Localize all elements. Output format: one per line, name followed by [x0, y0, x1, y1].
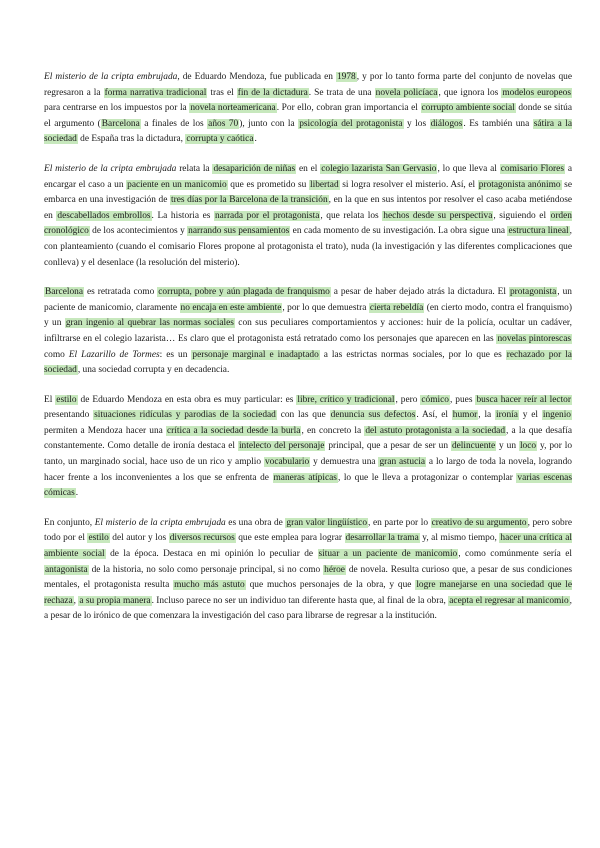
text-run: a finales de los: [140, 118, 208, 129]
text-run: . La historia es: [151, 210, 214, 221]
highlighted-phrase: denuncia sus defectos: [330, 410, 416, 421]
text-run: , pero: [395, 394, 421, 405]
highlighted-phrase: logre manejarse en una sociedad que le rechaza: [44, 580, 573, 606]
highlighted-phrase: rechazado por la sociedad: [44, 349, 572, 376]
highlighted-phrase: estilo: [56, 394, 77, 405]
text-run: En conjunto,: [44, 517, 95, 528]
text-run: .: [254, 134, 257, 145]
highlighted-phrase: descabellados embrollos: [57, 210, 151, 221]
highlighted-phrase: varias escenas cómicas: [44, 472, 572, 499]
paragraph-conclusion: [44, 516, 572, 625]
highlighted-phrase: orden cronológico: [44, 210, 572, 237]
text-run: , y por lo tanto forma parte del conjunto de novelas que regresaron a la: [44, 72, 572, 98]
highlighted-phrase: intelecto del personaje: [238, 441, 325, 452]
highlighted-phrase: antagonista: [45, 564, 88, 575]
highlighted-phrase: héroe: [324, 564, 345, 575]
highlighted-phrase: ingenio: [542, 410, 571, 421]
paragraph-introduction: [44, 70, 572, 148]
highlighted-phrase: creativo de su argumento: [431, 517, 527, 528]
text-run: relata la: [176, 163, 213, 174]
highlighted-phrase: comisario Flores: [500, 163, 564, 174]
highlighted-phrase: vocabulario: [264, 457, 310, 468]
highlighted-phrase: protagonista anónimo: [478, 179, 561, 190]
text-run: para centrarse en los impuestos por la: [44, 103, 190, 114]
text-run: El: [44, 394, 56, 405]
text-run: con las que: [276, 410, 330, 421]
text-run: y, al mismo tiempo,: [419, 533, 500, 544]
highlighted-phrase: corrupta, pobre y aún plagada de franquismo: [158, 287, 330, 298]
highlighted-phrase: situaciones ridículas y parodias de la sociedad: [94, 410, 276, 421]
highlighted-phrase: humor: [452, 410, 478, 421]
highlighted-phrase: personaje marginal e inadaptado: [192, 349, 319, 360]
text-run: (en cierto modo, contra el franquismo) y un: [44, 302, 572, 329]
italic-title: El Lazarillo de Tormes: [68, 349, 160, 360]
highlighted-phrase: protagonista: [509, 287, 557, 298]
text-run: y, por lo tanto, un marginado social, hace uso de un rico y amplio: [44, 441, 573, 468]
highlighted-phrase: paciente en un manicomio: [127, 179, 227, 190]
highlighted-phrase: narrando sus pensamientos: [188, 226, 290, 237]
text-run: de Eduardo Mendoza en esta obra es muy particular: es: [77, 394, 297, 405]
text-run: .: [75, 488, 79, 499]
text-run: con sus peculiares comportamientos y acciones: huir de la policía, ocultar un cadáver, infiltrarse en el colegio lazarista… Es claro que el protagonista está retratado como los personajes que aparecen en las: [44, 318, 572, 344]
text-run: de los acontecimientos y: [89, 226, 188, 237]
highlighted-phrase: modelos europeos: [502, 87, 571, 98]
text-run: , en la que en sus intentos por resolver el caso acaba metiéndose en: [44, 195, 573, 221]
highlighted-phrase: desaparición de niñas: [213, 163, 296, 174]
highlighted-phrase: Barcelona: [45, 287, 83, 298]
text-run: de novela. Resulta curioso que, a pesar de sus condiciones mentales, el protagonista resulta: [44, 564, 573, 591]
highlighted-phrase: hechos desde su perspectiva: [383, 210, 493, 221]
text-run: , a pesar de lo irónico de que comenzara la investigación del caso para librarse de regresar a la institución.: [44, 595, 572, 622]
highlighted-phrase: diversos recursos: [169, 533, 235, 544]
highlighted-phrase: narrada por el protagonista: [214, 210, 320, 221]
highlighted-phrase: gran valor lingüístico: [286, 517, 368, 528]
text-run: ), junto con la: [239, 118, 299, 129]
highlighted-phrase: estilo: [88, 533, 109, 544]
highlighted-phrase: acepta el regresar al manicomio: [449, 595, 569, 606]
highlighted-phrase: diálogos: [430, 118, 463, 129]
document-page: [44, 70, 572, 639]
highlighted-phrase: tres días por la Barcelona de la transición: [170, 195, 328, 206]
highlighted-phrase: forma narrativa tradicional: [104, 87, 207, 98]
highlighted-phrase: sátira a la sociedad: [44, 118, 572, 145]
highlighted-phrase: 1978: [336, 72, 356, 82]
highlighted-phrase: novela policíaca: [375, 87, 438, 98]
text-run: , por lo que demuestra: [282, 302, 369, 313]
paragraph-plot-summary: [44, 162, 572, 271]
text-run: presentando: [44, 410, 94, 421]
highlighted-phrase: libre, crítico y tradicional: [297, 394, 395, 405]
text-run: que muchos personajes de la obra, y que: [245, 580, 416, 591]
text-run: y los: [403, 118, 430, 129]
highlighted-phrase: años 70: [208, 118, 239, 129]
highlighted-phrase: colegio lazarista San Gervasio: [321, 163, 437, 174]
text-run: de la época. Destaca en mi opinión lo peculiar de: [105, 549, 318, 560]
highlighted-phrase: novela norteamericana: [190, 103, 276, 114]
text-run: se embarca en una investigación de: [44, 179, 572, 206]
highlighted-phrase: del astuto protagonista a la sociedad: [365, 425, 506, 436]
highlighted-phrase: crítica a la sociedad desde la burla: [166, 425, 301, 436]
highlighted-phrase: maneras atípicas: [273, 472, 337, 483]
text-run: , una sociedad corrupta y en decadencia.: [77, 365, 230, 376]
text-run: que este emplea para lograr: [235, 533, 345, 544]
highlighted-phrase: busca hacer reír al lector: [476, 394, 571, 405]
text-run: y un: [496, 441, 519, 452]
text-run: , la: [478, 410, 496, 421]
text-run: tras el: [207, 87, 237, 98]
paragraph-style: [44, 393, 572, 502]
text-run: . Se trata de una: [308, 87, 375, 98]
text-run: , a la que desafía constantemente. Como detalle de ironía destaca el: [44, 425, 572, 452]
highlighted-phrase: situar a un paciente de manicomio: [318, 549, 458, 560]
text-run: , en parte por lo: [368, 517, 431, 528]
text-run: , como comúnmente sería el: [458, 549, 572, 560]
highlighted-phrase: psicología del protagonista: [299, 118, 403, 129]
italic-title: El misterio de la cripta embrujada: [44, 163, 177, 174]
text-run: del autor y los: [109, 533, 169, 544]
highlighted-phrase: gran ingenio al quebrar las normas sociales: [65, 318, 234, 329]
text-run: , un paciente de manicomio, claramente: [44, 287, 572, 313]
text-run: a encargar el caso a un: [44, 163, 572, 190]
highlighted-phrase: hacer una crítica al ambiente social: [44, 533, 572, 560]
text-run: y demuestra una: [310, 457, 379, 468]
highlighted-phrase: cierta rebeldía: [369, 302, 424, 313]
highlighted-phrase: novelas pintorescas: [497, 333, 572, 344]
text-run: a lo largo de toda la novela, logrando hacer frente a los inconvenientes a los que se enfrenta de: [44, 457, 572, 483]
text-run: . Incluso parece no ser un individuo tan diferente hasta que, al final de la obra,: [151, 595, 449, 606]
text-run: : es un: [159, 349, 192, 360]
highlighted-phrase: estructura lineal: [508, 226, 569, 237]
italic-title: El misterio de la cripta embrujada: [94, 517, 226, 528]
text-run: es retratada como: [84, 287, 158, 298]
highlighted-phrase: Barcelona: [101, 118, 140, 129]
highlighted-phrase: cómico: [421, 394, 449, 405]
text-run: , lo que le lleva a protagonizar o contemplar: [337, 472, 517, 483]
text-run: , de Eduardo Mendoza, fue publicada en: [177, 72, 336, 82]
highlighted-phrase: loco: [519, 441, 537, 452]
text-run: de la historia, no solo como personaje principal, si no como: [88, 564, 324, 575]
text-run: como: [44, 349, 69, 360]
highlighted-phrase: fin de la dictadura: [237, 87, 308, 98]
text-run: y el: [518, 410, 542, 421]
text-run: . Es también una: [463, 118, 533, 129]
text-run: a pesar de haber dejado atrás la dictadura. El: [330, 287, 509, 298]
text-run: , pues: [450, 394, 476, 405]
italic-title: El misterio de la cripta embrujada: [44, 72, 178, 82]
text-run: , que relata los: [320, 210, 383, 221]
text-run: , siguiendo el: [493, 210, 550, 221]
highlighted-phrase: a su propia manera: [79, 595, 151, 606]
highlighted-phrase: no encaja en este ambiente: [180, 302, 282, 313]
text-run: , lo que lleva al: [437, 163, 500, 174]
highlighted-phrase: mucho más astuto: [174, 580, 245, 591]
text-run: si logra resolver el misterio. Así, el: [339, 179, 478, 190]
text-run: , con planteamiento (cuando el comisario Flores propone al protagonista el trato), nuda (la investigación y las diferentes complicaciones que conlleva) y el desenlace (la resolución del misterio).: [44, 226, 572, 268]
text-run: a las estrictas normas sociales, por lo que es: [319, 349, 506, 360]
highlighted-phrase: ironía: [496, 410, 518, 421]
text-run: . Así, el: [416, 410, 452, 421]
highlighted-phrase: corrupta y caótica: [186, 134, 254, 145]
text-run: permiten a Mendoza hacer una: [44, 425, 166, 436]
text-run: , en concreto la: [301, 425, 365, 436]
highlighted-phrase: gran astucia: [379, 457, 426, 468]
text-run: . Por ello, cobran gran importancia el: [276, 103, 421, 114]
text-run: ,: [73, 595, 79, 606]
text-run: que es prometido su: [227, 179, 309, 190]
text-run: donde se sitúa el argumento (: [44, 103, 572, 129]
text-run: en cada momento de su investigación. La obra sigue una: [290, 226, 508, 237]
highlighted-phrase: corrupto ambiente social: [421, 103, 515, 114]
highlighted-phrase: libertad: [310, 179, 339, 190]
text-run: , que ignora los: [438, 87, 502, 98]
highlighted-phrase: desarrollar la trama: [345, 533, 419, 544]
text-run: principal, que a pesar de ser un: [325, 441, 451, 452]
paragraph-setting-and-protagonist: [44, 285, 572, 379]
text-run: en el: [296, 163, 321, 174]
text-run: es una obra de: [225, 517, 286, 528]
text-run: de España tras la dictadura,: [77, 134, 186, 145]
highlighted-phrase: delincuente: [451, 441, 496, 452]
text-run: , pero sobre todo por el: [44, 517, 572, 544]
